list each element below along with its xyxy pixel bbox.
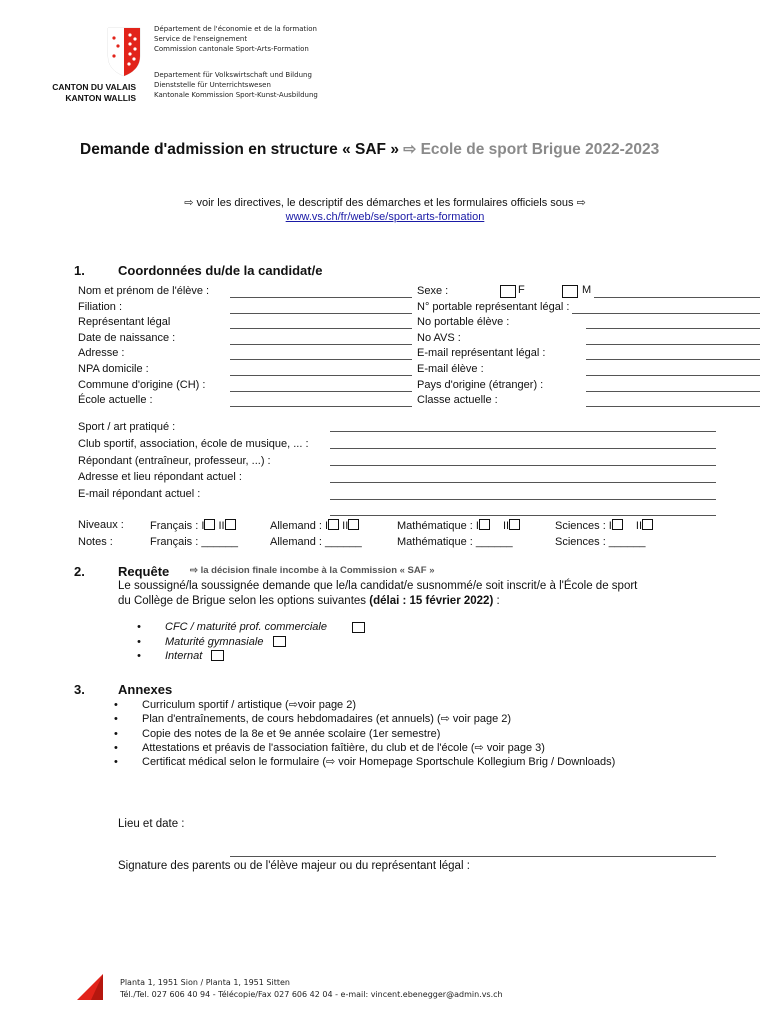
sciences-niveau: Sciences : I II: [555, 519, 653, 532]
list-item: • Curriculum sportif / artistique (⇨voir page 2): [142, 698, 615, 712]
option-maturite: • Maturité gymnasiale: [165, 635, 327, 650]
canton-name-fr: CANTON DU VALAIS: [52, 82, 136, 92]
email-rep-field[interactable]: [586, 359, 760, 360]
cfc-checkbox[interactable]: [352, 622, 365, 633]
sciences-note[interactable]: Sciences : ______: [555, 536, 646, 548]
list-item: • Plan d'entraînements, de cours hebdomadaires (et annuels) (⇨ voir page 2): [142, 712, 615, 726]
extra-line[interactable]: [330, 515, 716, 516]
email-repondant-field[interactable]: [330, 499, 716, 500]
section-3-number: 3.: [74, 682, 85, 697]
filiation-field[interactable]: [230, 313, 412, 314]
portable-eleve-field[interactable]: [586, 328, 760, 329]
section-2-note: ⇨ la décision finale incombe à la Commission « SAF »: [190, 565, 435, 576]
page-title: Demande d'admission en structure « SAF » ⇨ Ecole de sport Brigue 2022-2023: [80, 141, 660, 158]
allemand-note[interactable]: Allemand : ______: [270, 536, 362, 548]
intro-text: ⇨ voir les directives, le descriptif des démarches et les formulaires officiels sous ⇨: [184, 197, 586, 209]
internat-checkbox[interactable]: [211, 650, 224, 661]
section-1-number: 1.: [74, 263, 85, 278]
list-item: • Attestations et préavis de l'association faîtière, du club et de l'école (⇨ voir page 3): [142, 741, 615, 755]
sex-m-label: M: [582, 284, 592, 296]
section-2-body: Le soussigné/la soussignée demande que le/la candidat/e susnommé/e soit inscrit/e à l'École de sport du Collège de Brigue selon les options suivantes (délai : 15 février 2022) :: [118, 580, 638, 607]
footer: Planta 1, 1951 Sion / Planta 1, 1951 Sitten Tél./Tel. 027 606 40 94 - Télécopie/Fax 027 606 42 04 - e-mail: vincent.ebenegger@admin.vs.ch: [120, 978, 503, 999]
section-1-title: Coordonnées du/de la candidat/e: [118, 263, 323, 278]
sciences-ii-checkbox[interactable]: [642, 519, 653, 530]
header-fr: Département de l'économie et de la formation Service de l'enseignement Commission cantonale Sport-Arts-Formation: [154, 25, 317, 53]
math-ii-checkbox[interactable]: [509, 519, 520, 530]
francais-ii-checkbox[interactable]: [225, 519, 236, 530]
email-eleve-field[interactable]: [586, 375, 760, 376]
sport-labels: Sport / art pratiqué : Club sportif, association, école de musique, ... : Répondant (entraîneur, professeur, ...) : Adresse et lieu répondant actuel : E-mail répondant actuel :: [78, 421, 309, 501]
npa-field[interactable]: [230, 375, 412, 376]
sex-m-checkbox[interactable]: [562, 285, 578, 298]
math-note[interactable]: Mathématique : ______: [397, 536, 513, 548]
sport-field[interactable]: [330, 431, 716, 432]
adresse-repondant-field[interactable]: [330, 482, 716, 483]
arrow-right-icon: ⇨: [184, 197, 194, 209]
section-2-title: Requête: [118, 564, 170, 579]
pays-field[interactable]: [586, 391, 760, 392]
list-item: • Copie des notes de la 8e et 9e année scolaire (1er semestre): [142, 727, 615, 741]
classe-field[interactable]: [586, 406, 760, 407]
arrow-right-icon: ⇨: [403, 141, 417, 158]
valais-coat-of-arms-icon: [106, 26, 142, 78]
commune-field[interactable]: [230, 391, 412, 392]
candidate-right-labels: Sexe : N° portable représentant légal : No portable élève : No AVS : E-mail représentant légal : E-mail élève : Pays d'origine (étranger) : Classe actuelle :: [417, 285, 570, 407]
sex-f-checkbox[interactable]: [500, 285, 516, 298]
sex-f-label: F: [518, 284, 525, 296]
option-internat: • Internat: [165, 649, 327, 664]
club-field[interactable]: [330, 448, 716, 449]
francais-niveau: Français : I II: [150, 519, 236, 532]
signature-label: Signature des parents ou de l'élève majeur ou du représentant légal :: [118, 860, 470, 872]
math-niveau: Mathématique : I II: [397, 519, 520, 532]
directives-link[interactable]: www.vs.ch/fr/web/se/sport-arts-formation: [285, 211, 485, 223]
option-cfc: • CFC / maturité prof. commerciale: [165, 620, 327, 635]
niveaux-label: Niveaux :: [78, 519, 124, 531]
repondant-field[interactable]: [330, 465, 716, 466]
portable-rep-field[interactable]: [572, 313, 760, 314]
notes-label: Notes :: [78, 536, 113, 548]
adresse-field[interactable]: [230, 359, 412, 360]
nom-field[interactable]: [230, 297, 412, 298]
allemand-ii-checkbox[interactable]: [348, 519, 359, 530]
lieu-date-label: Lieu et date :: [118, 818, 185, 830]
allemand-i-checkbox[interactable]: [328, 519, 339, 530]
francais-note[interactable]: Français : ______: [150, 536, 239, 548]
options-list: [165, 620, 327, 664]
maturite-checkbox[interactable]: [273, 636, 286, 647]
ecole-field[interactable]: [230, 406, 412, 407]
canton-name-de: KANTON WALLIS: [65, 93, 136, 103]
candidate-left-labels: Nom et prénom de l'élève : Filiation : Représentant légal Date de naissance : Adresse : NPA domicile : Commune d'origine (CH) : École actuelle :: [78, 285, 210, 407]
math-i-checkbox[interactable]: [479, 519, 490, 530]
sexe-line: [594, 297, 760, 298]
list-item: • Certificat médical selon le formulaire (⇨ voir Homepage Sportschule Kollegium Brig / Downloads): [142, 755, 615, 769]
francais-i-checkbox[interactable]: [204, 519, 215, 530]
naissance-field[interactable]: [230, 344, 412, 345]
annexes-list: [142, 698, 615, 769]
allemand-niveau: Allemand : I II: [270, 519, 359, 532]
canton-corner-logo-icon: [75, 972, 105, 1002]
sciences-i-checkbox[interactable]: [612, 519, 623, 530]
arrow-right-icon: ⇨: [190, 565, 198, 576]
arrow-right-icon: ⇨: [576, 197, 586, 209]
signature-line[interactable]: [230, 856, 716, 857]
header-de: Departement für Volkswirtschaft und Bildung Dienststelle für Unterrichtswesen Kantonale Kommission Sport-Kunst-Ausbildung: [154, 71, 318, 99]
section-2-number: 2.: [74, 564, 85, 579]
representant-field[interactable]: [230, 328, 412, 329]
avs-field[interactable]: [586, 344, 760, 345]
section-3-title: Annexes: [118, 682, 173, 697]
